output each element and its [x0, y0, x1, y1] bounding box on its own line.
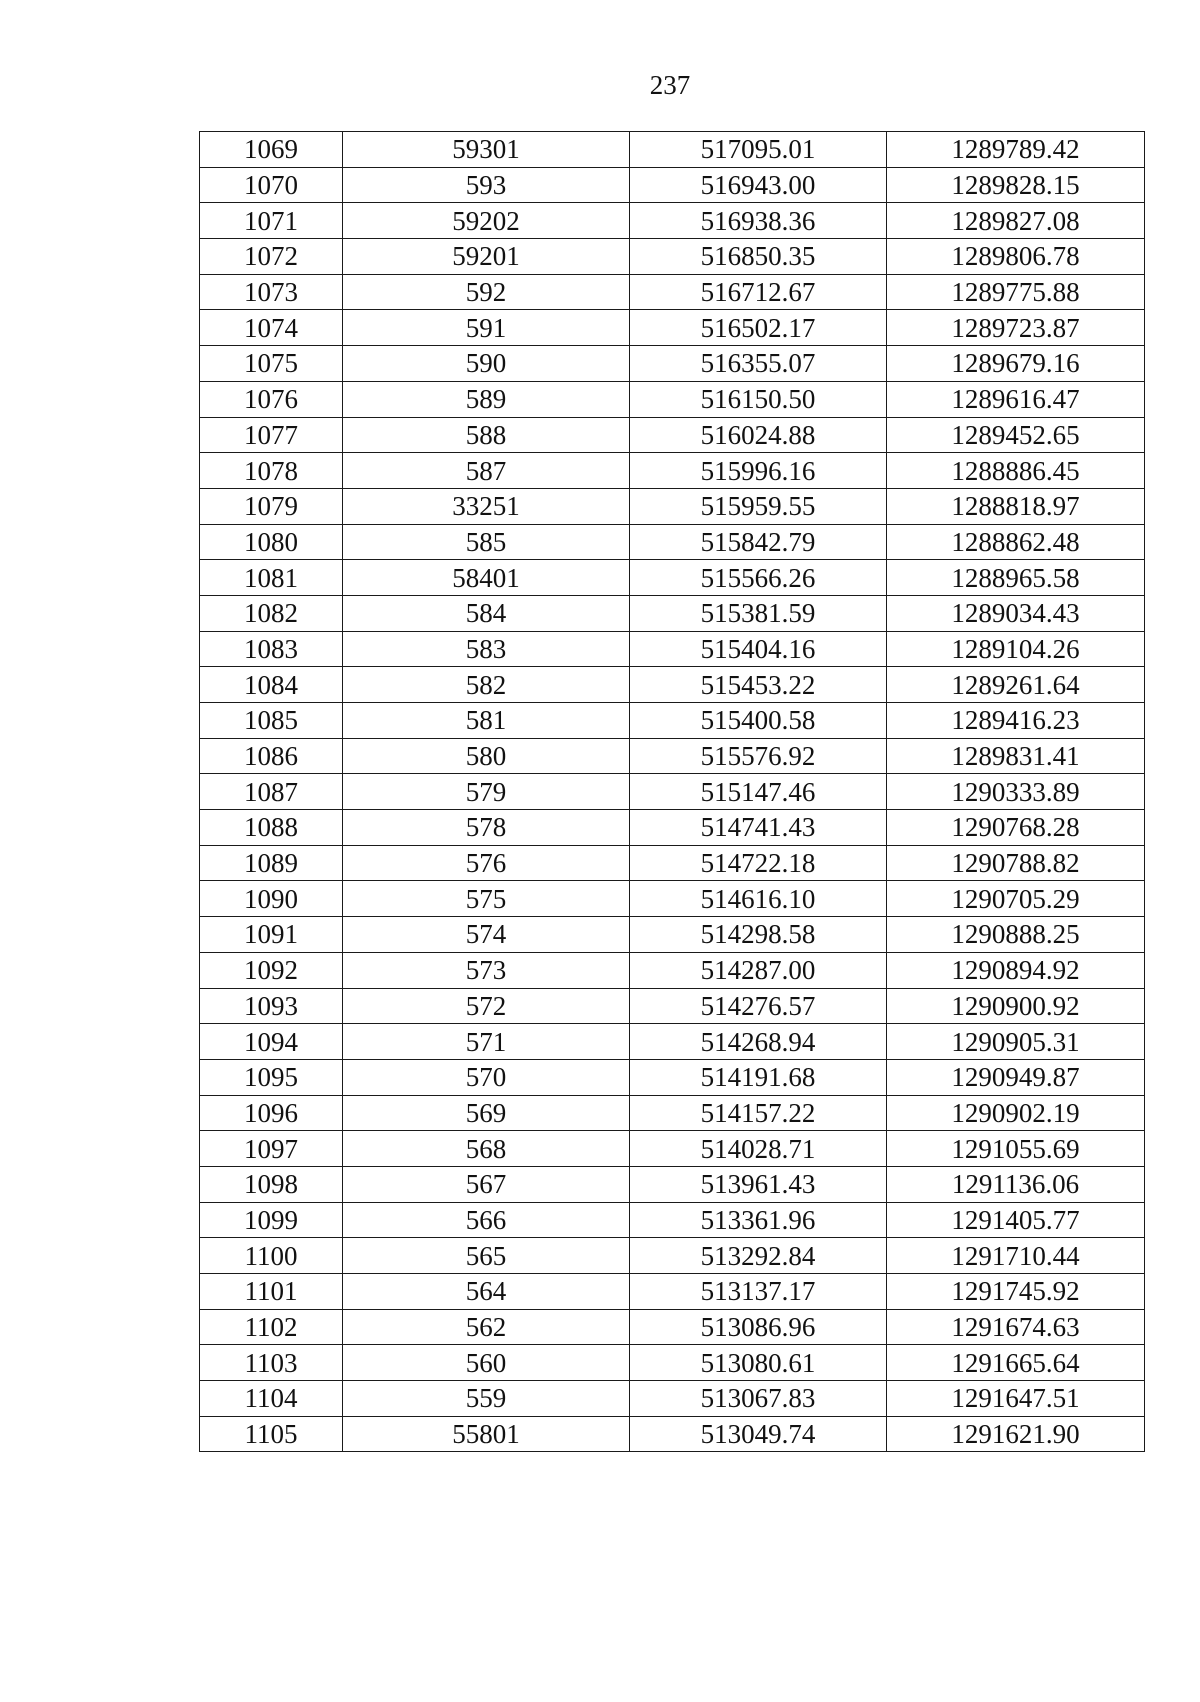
- x-coordinate-cell: 513361.96: [630, 1202, 887, 1238]
- row-number-cell: 1075: [200, 346, 343, 382]
- point-id-cell: 569: [343, 1095, 630, 1131]
- x-coordinate-cell: 513961.43: [630, 1166, 887, 1202]
- point-id-cell: 568: [343, 1131, 630, 1167]
- y-coordinate-cell: 1289775.88: [887, 274, 1145, 310]
- y-coordinate-cell: 1288965.58: [887, 560, 1145, 596]
- coordinates-table: [199, 131, 1145, 1452]
- y-coordinate-cell: 1291745.92: [887, 1274, 1145, 1310]
- table-row: [200, 952, 1145, 988]
- row-number-cell: 1081: [200, 560, 343, 596]
- table-row: [200, 274, 1145, 310]
- row-number-cell: 1072: [200, 239, 343, 275]
- x-coordinate-cell: 514298.58: [630, 917, 887, 953]
- table-row: [200, 1274, 1145, 1310]
- y-coordinate-cell: 1289827.08: [887, 203, 1145, 239]
- y-coordinate-cell: 1290902.19: [887, 1095, 1145, 1131]
- table-body: [200, 132, 1145, 1452]
- table-row: [200, 1131, 1145, 1167]
- row-number-cell: 1076: [200, 381, 343, 417]
- table-row: [200, 1059, 1145, 1095]
- x-coordinate-cell: 516850.35: [630, 239, 887, 275]
- point-id-cell: 33251: [343, 488, 630, 524]
- y-coordinate-cell: 1291136.06: [887, 1166, 1145, 1202]
- row-number-cell: 1089: [200, 845, 343, 881]
- row-number-cell: 1077: [200, 417, 343, 453]
- y-coordinate-cell: 1290333.89: [887, 774, 1145, 810]
- table-row: [200, 1238, 1145, 1274]
- row-number-cell: 1096: [200, 1095, 343, 1131]
- table-row: [200, 417, 1145, 453]
- x-coordinate-cell: 516024.88: [630, 417, 887, 453]
- x-coordinate-cell: 515453.22: [630, 667, 887, 703]
- table-row: [200, 881, 1145, 917]
- y-coordinate-cell: 1289261.64: [887, 667, 1145, 703]
- table-row: [200, 595, 1145, 631]
- x-coordinate-cell: 517095.01: [630, 132, 887, 168]
- point-id-cell: 566: [343, 1202, 630, 1238]
- point-id-cell: 583: [343, 631, 630, 667]
- row-number-cell: 1083: [200, 631, 343, 667]
- x-coordinate-cell: 515404.16: [630, 631, 887, 667]
- point-id-cell: 588: [343, 417, 630, 453]
- y-coordinate-cell: 1290894.92: [887, 952, 1145, 988]
- y-coordinate-cell: 1291665.64: [887, 1345, 1145, 1381]
- table-row: [200, 810, 1145, 846]
- x-coordinate-cell: 515576.92: [630, 738, 887, 774]
- x-coordinate-cell: 513049.74: [630, 1416, 887, 1452]
- row-number-cell: 1092: [200, 952, 343, 988]
- x-coordinate-cell: 513086.96: [630, 1309, 887, 1345]
- point-id-cell: 565: [343, 1238, 630, 1274]
- point-id-cell: 590: [343, 346, 630, 382]
- row-number-cell: 1080: [200, 524, 343, 560]
- row-number-cell: 1084: [200, 667, 343, 703]
- point-id-cell: 562: [343, 1309, 630, 1345]
- y-coordinate-cell: 1291647.51: [887, 1381, 1145, 1417]
- point-id-cell: 573: [343, 952, 630, 988]
- row-number-cell: 1069: [200, 132, 343, 168]
- table-row: [200, 453, 1145, 489]
- x-coordinate-cell: 514722.18: [630, 845, 887, 881]
- point-id-cell: 582: [343, 667, 630, 703]
- y-coordinate-cell: 1291710.44: [887, 1238, 1145, 1274]
- y-coordinate-cell: 1291674.63: [887, 1309, 1145, 1345]
- row-number-cell: 1102: [200, 1309, 343, 1345]
- x-coordinate-cell: 515959.55: [630, 488, 887, 524]
- row-number-cell: 1103: [200, 1345, 343, 1381]
- point-id-cell: 571: [343, 1024, 630, 1060]
- y-coordinate-cell: 1290900.92: [887, 988, 1145, 1024]
- table-row: [200, 1345, 1145, 1381]
- y-coordinate-cell: 1288862.48: [887, 524, 1145, 560]
- row-number-cell: 1086: [200, 738, 343, 774]
- x-coordinate-cell: 516150.50: [630, 381, 887, 417]
- table-row: [200, 132, 1145, 168]
- y-coordinate-cell: 1291621.90: [887, 1416, 1145, 1452]
- point-id-cell: 59201: [343, 239, 630, 275]
- y-coordinate-cell: 1289416.23: [887, 703, 1145, 739]
- x-coordinate-cell: 514157.22: [630, 1095, 887, 1131]
- x-coordinate-cell: 513080.61: [630, 1345, 887, 1381]
- x-coordinate-cell: 515381.59: [630, 595, 887, 631]
- row-number-cell: 1082: [200, 595, 343, 631]
- row-number-cell: 1095: [200, 1059, 343, 1095]
- x-coordinate-cell: 516502.17: [630, 310, 887, 346]
- point-id-cell: 55801: [343, 1416, 630, 1452]
- point-id-cell: 574: [343, 917, 630, 953]
- point-id-cell: 567: [343, 1166, 630, 1202]
- y-coordinate-cell: 1291055.69: [887, 1131, 1145, 1167]
- x-coordinate-cell: 515147.46: [630, 774, 887, 810]
- table-row: [200, 203, 1145, 239]
- point-id-cell: 579: [343, 774, 630, 810]
- x-coordinate-cell: 514191.68: [630, 1059, 887, 1095]
- y-coordinate-cell: 1290888.25: [887, 917, 1145, 953]
- row-number-cell: 1100: [200, 1238, 343, 1274]
- point-id-cell: 564: [343, 1274, 630, 1310]
- y-coordinate-cell: 1291405.77: [887, 1202, 1145, 1238]
- x-coordinate-cell: 514616.10: [630, 881, 887, 917]
- y-coordinate-cell: 1290705.29: [887, 881, 1145, 917]
- y-coordinate-cell: 1289828.15: [887, 167, 1145, 203]
- table-row: [200, 774, 1145, 810]
- x-coordinate-cell: 515566.26: [630, 560, 887, 596]
- table-row: [200, 845, 1145, 881]
- y-coordinate-cell: 1289789.42: [887, 132, 1145, 168]
- x-coordinate-cell: 515842.79: [630, 524, 887, 560]
- page-number: 237: [649, 70, 691, 100]
- table-row: [200, 239, 1145, 275]
- point-id-cell: 589: [343, 381, 630, 417]
- row-number-cell: 1087: [200, 774, 343, 810]
- x-coordinate-cell: 514287.00: [630, 952, 887, 988]
- y-coordinate-cell: 1289831.41: [887, 738, 1145, 774]
- table-row: [200, 1309, 1145, 1345]
- row-number-cell: 1070: [200, 167, 343, 203]
- point-id-cell: 593: [343, 167, 630, 203]
- table-row: [200, 1024, 1145, 1060]
- point-id-cell: 560: [343, 1345, 630, 1381]
- point-id-cell: 580: [343, 738, 630, 774]
- table-row: [200, 346, 1145, 382]
- table-row: [200, 167, 1145, 203]
- row-number-cell: 1097: [200, 1131, 343, 1167]
- row-number-cell: 1085: [200, 703, 343, 739]
- y-coordinate-cell: 1290905.31: [887, 1024, 1145, 1060]
- table-row: [200, 1416, 1145, 1452]
- table-row: [200, 667, 1145, 703]
- row-number-cell: 1094: [200, 1024, 343, 1060]
- row-number-cell: 1093: [200, 988, 343, 1024]
- y-coordinate-cell: 1289616.47: [887, 381, 1145, 417]
- x-coordinate-cell: 514268.94: [630, 1024, 887, 1060]
- y-coordinate-cell: 1289034.43: [887, 595, 1145, 631]
- table-row: [200, 524, 1145, 560]
- table-row: [200, 310, 1145, 346]
- x-coordinate-cell: 514028.71: [630, 1131, 887, 1167]
- table-row: [200, 560, 1145, 596]
- y-coordinate-cell: 1289452.65: [887, 417, 1145, 453]
- x-coordinate-cell: 513292.84: [630, 1238, 887, 1274]
- row-number-cell: 1078: [200, 453, 343, 489]
- x-coordinate-cell: 514741.43: [630, 810, 887, 846]
- row-number-cell: 1090: [200, 881, 343, 917]
- table-row: [200, 1166, 1145, 1202]
- table-row: [200, 1202, 1145, 1238]
- table-row: [200, 988, 1145, 1024]
- row-number-cell: 1079: [200, 488, 343, 524]
- row-number-cell: 1101: [200, 1274, 343, 1310]
- table-row: [200, 703, 1145, 739]
- point-id-cell: 59301: [343, 132, 630, 168]
- point-id-cell: 576: [343, 845, 630, 881]
- y-coordinate-cell: 1289806.78: [887, 239, 1145, 275]
- point-id-cell: 578: [343, 810, 630, 846]
- point-id-cell: 585: [343, 524, 630, 560]
- y-coordinate-cell: 1289679.16: [887, 346, 1145, 382]
- point-id-cell: 575: [343, 881, 630, 917]
- x-coordinate-cell: 516712.67: [630, 274, 887, 310]
- table-row: [200, 1381, 1145, 1417]
- x-coordinate-cell: 514276.57: [630, 988, 887, 1024]
- row-number-cell: 1104: [200, 1381, 343, 1417]
- point-id-cell: 59202: [343, 203, 630, 239]
- x-coordinate-cell: 516943.00: [630, 167, 887, 203]
- point-id-cell: 570: [343, 1059, 630, 1095]
- y-coordinate-cell: 1289723.87: [887, 310, 1145, 346]
- row-number-cell: 1074: [200, 310, 343, 346]
- y-coordinate-cell: 1288886.45: [887, 453, 1145, 489]
- table-row: [200, 1095, 1145, 1131]
- point-id-cell: 584: [343, 595, 630, 631]
- point-id-cell: 572: [343, 988, 630, 1024]
- row-number-cell: 1071: [200, 203, 343, 239]
- point-id-cell: 559: [343, 1381, 630, 1417]
- point-id-cell: 587: [343, 453, 630, 489]
- x-coordinate-cell: 516355.07: [630, 346, 887, 382]
- row-number-cell: 1105: [200, 1416, 343, 1452]
- x-coordinate-cell: 513137.17: [630, 1274, 887, 1310]
- y-coordinate-cell: 1290768.28: [887, 810, 1145, 846]
- x-coordinate-cell: 515400.58: [630, 703, 887, 739]
- point-id-cell: 58401: [343, 560, 630, 596]
- table-row: [200, 917, 1145, 953]
- point-id-cell: 592: [343, 274, 630, 310]
- y-coordinate-cell: 1290949.87: [887, 1059, 1145, 1095]
- table-row: [200, 381, 1145, 417]
- y-coordinate-cell: 1290788.82: [887, 845, 1145, 881]
- row-number-cell: 1091: [200, 917, 343, 953]
- y-coordinate-cell: 1289104.26: [887, 631, 1145, 667]
- x-coordinate-cell: 513067.83: [630, 1381, 887, 1417]
- x-coordinate-cell: 516938.36: [630, 203, 887, 239]
- point-id-cell: 581: [343, 703, 630, 739]
- row-number-cell: 1073: [200, 274, 343, 310]
- y-coordinate-cell: 1288818.97: [887, 488, 1145, 524]
- row-number-cell: 1099: [200, 1202, 343, 1238]
- x-coordinate-cell: 515996.16: [630, 453, 887, 489]
- table-row: [200, 738, 1145, 774]
- table-row: [200, 631, 1145, 667]
- row-number-cell: 1098: [200, 1166, 343, 1202]
- row-number-cell: 1088: [200, 810, 343, 846]
- point-id-cell: 591: [343, 310, 630, 346]
- table-row: [200, 488, 1145, 524]
